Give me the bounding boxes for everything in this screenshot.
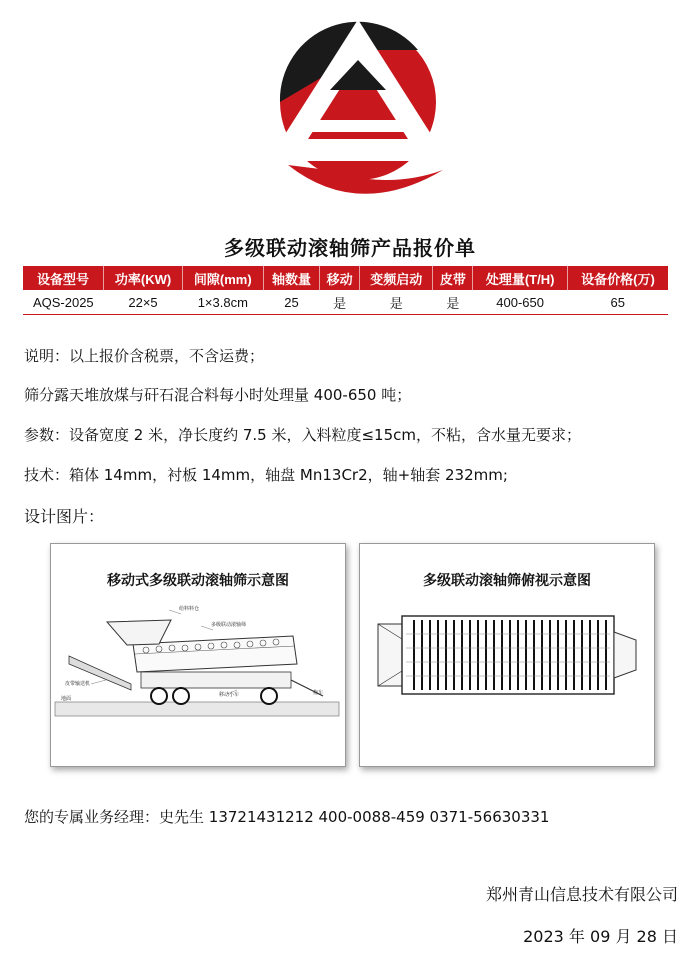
label-screen: 多级联动滚轴筛 [211,622,247,628]
document-date: 2023 年 09 月 28 日 [523,927,678,946]
company-name: 郑州青山信息技术有限公司 [485,885,678,904]
top-view-figure [359,543,655,767]
label-ground: 地面 [61,696,72,702]
cell-power: 22×5 [104,290,183,315]
cell-vfd: 是 [360,290,433,315]
col-model: 设备型号 [23,266,104,290]
table-row [23,290,668,315]
col-power: 功率(KW) [104,266,183,290]
col-shafts: 轴数量 [263,266,320,290]
note-capacity: 筛分露天堆放煤与矸石混合料每小时处理量 400-650 吨； [24,386,412,404]
cell-shafts: 25 [263,290,320,315]
note-params: 参数：设备宽度 2 米，净长度约 7.5 米，入料粒度≤15cm，不粘，含水量无要求； [24,426,581,444]
col-belt: 皮带 [433,266,473,290]
page-title: 多级联动滚轴筛产品报价单 [224,236,476,260]
side-view-figure [50,543,346,767]
col-capacity: 处理量(T/H) [473,266,568,290]
col-vfd: 变频启动 [360,266,433,290]
cell-gap: 1×3.8cm [182,290,263,315]
contact-line: 您的专属业务经理：史先生 13721431212 400-0088-459 0371-56630331 [24,808,550,826]
label-hopper: 给料料仓 [179,606,200,612]
col-price: 设备价格(万) [567,266,668,290]
col-mobile: 移动 [320,266,360,290]
cell-mobile: 是 [320,290,360,315]
cell-capacity: 400-650 [473,290,568,315]
label-trailer: 拖车 [313,690,324,696]
quote-table [23,266,668,315]
cell-belt: 是 [433,290,473,315]
side-view-title: 移动式多级联动滚轴筛示意图 [107,573,289,589]
label-cart: 移动小车 [219,692,240,698]
note-tech: 技术：箱体 14mm，衬板 14mm，轴盘 Mn13Cr2，轴+轴套 232mm; [24,466,508,484]
table-header-row [23,266,668,290]
note-tax: 说明：以上报价含税票，不含运费； [24,347,265,365]
cell-model: AQS-2025 [23,290,104,315]
cell-price: 65 [567,290,668,315]
col-gap: 间隙(mm) [182,266,263,290]
top-view-title: 多级联动滚轴筛俯视示意图 [423,573,591,589]
note-design: 设计图片： [24,507,105,526]
label-conveyor: 皮带输送机 [65,681,91,687]
company-logo [268,20,448,200]
